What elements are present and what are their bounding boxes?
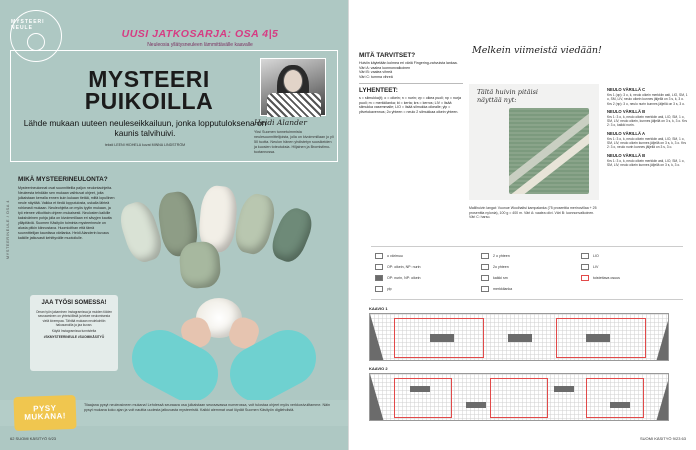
- legend-item: kaikki sm: [481, 275, 508, 281]
- chart-2-label: KAAVIO 2: [369, 366, 388, 371]
- designer-photo: [260, 58, 326, 116]
- banner-text: Tilaajana pysyt neuleosineen mukana! Lehdessä seuraava osa julkaistaan seuraavassa numerossa, voit tulostaa ohjeet myös verkkosivuiltamme. Näin pysyt mukana koko ajan ja voit nauttia uudesta jatkuvasta mysteeristä. Kaikki aiemmat osat löydät Suomen Käsityön digilehdistä.: [84, 403, 331, 412]
- legend-swatch: [581, 264, 589, 270]
- legend-swatch: [481, 264, 489, 270]
- legend-swatch: [581, 253, 589, 259]
- abbr-text: s = silmukka(t); o = oikein; n = nurin; vp = oikea puoli; np = nurja puoli; m = merkkilanka; kt = kerta; krs = kerros; LIV = lisää silmukka vasemmalle; LIO = lisää silmukka oikealle; ylp = ylivetokavennus; 2o yhteen = neulo 2 silmukkaa oikein yhteen.: [359, 95, 461, 114]
- chart-legend: [371, 246, 683, 300]
- step-heading: NEULO VÄRILLÄ A: [607, 130, 645, 136]
- needs-text: Huiviin käytetään kolmea eri väriä Fingering-vahvuista lankaa.: [359, 61, 458, 65]
- legend-item: o värimuu: [375, 253, 403, 259]
- lead-text: Lähde mukaan uuteen neuleseikkailuun, jonka lopputuloksena on kaunis talvihuivi.: [23, 118, 267, 138]
- social-tags: #SKMYSTEERINEULE #SUOMIKÄSITYÖ: [43, 335, 105, 340]
- legend-item: OP: nurin, NP: oikein: [375, 275, 421, 281]
- step-heading: NEULO VÄRILLÄ B: [607, 108, 646, 114]
- pysy-mukana-badge: PYSY MUKANA!: [13, 395, 76, 431]
- chart-1-grid: [369, 313, 669, 361]
- abbr-heading: LYHENTEET:: [359, 86, 398, 94]
- intro-text: Mysteerineulonnat ovat suunnitteilla paljon neulontaohjeita. Neuleesta tehdään sen mukaan vaihtuvat ohjeet, joita julkaistaan kerralla ennen kuin kukaan tietää, miltä lopullinen neule näyttää. Vaikka et tiedä lopputulosta, uskalla lähteä rohkeasti mukaan. Neuleohjeita on myös tyylin mukaan, ja työ etenee viikoittain ohjeen mukaisesti. Neulosten kaikille kaksivärinen pohja jolla on kivoimmillaan eri sävyjen kautta ylläpitäviä. Suomen Käsityön toiminta mysteerineule on alusta pitkin kiinnostava. Huomioithan että tämä suunnittelijan kauniissa värilanka. Heidi Alanderin kuvaus kaikille jatkuvasti kehittyvälle muotoilulle.: [18, 186, 115, 240]
- divider: [359, 83, 463, 84]
- legend-item: OP: oikein, NP: nurin: [375, 264, 421, 270]
- yarn-icon: [27, 33, 45, 51]
- designer-name: Heidi Alander: [254, 118, 307, 127]
- repeat-box: [490, 378, 548, 418]
- chart-2-grid: [369, 373, 669, 421]
- yarn-notes: Mallihuivin langat: Vuonue Woolhaltsi kampalanka (75 prosenttia merinovillaa + 25 prosenttia nylonia), 100 g = 400 m. Väri A: vaalea olivi. Väri B: luonnonvalkoinen. Väri C: harso.: [469, 206, 597, 220]
- needs-item: Väri C: tumma vihreä: [359, 75, 393, 80]
- seal-text: MYSTEERI NEULE: [11, 19, 45, 31]
- needs-item: Väri A: vaalea luonnonvalkoinen: [359, 65, 411, 70]
- legend-item: merkkilanka: [481, 286, 512, 292]
- intro-heading: MIKÄ MYSTEERINEULONTA?: [18, 176, 108, 183]
- legend-swatch: [375, 286, 383, 292]
- legend-item: 2o yhteen: [481, 264, 509, 270]
- legend-swatch: [581, 275, 589, 281]
- knitting-chart-1: [369, 306, 689, 361]
- repeat-box: [556, 318, 646, 358]
- side-section-label: MYSTEERINEULE / OSA 4: [5, 200, 10, 260]
- page-folio-right: SUOMI KÄSITYÖ 9/23 63: [639, 436, 686, 441]
- right-page: [348, 0, 696, 450]
- social-tags-intro: Käytä Instagramissa tunnisteita: [51, 329, 97, 334]
- hands-holding-yarn-image: [110, 298, 335, 403]
- series-subtitle: Neuleosia yllätysneuleen lämmittävälle kaavalle: [147, 42, 253, 48]
- social-box: [30, 295, 118, 371]
- repeat-box: [394, 318, 484, 358]
- step-text: Krs 1 (op): 3 o, k, neulo oikein merkkiin asti, LIO, SM, 1 o, SM, LIV, neulo oikein kunnes jäljellä on 3 s, k, 3 o. Krs 2 (np): 3 o, neulo nurin kunnes jäljellä on 3 s, 3 o.: [607, 93, 688, 106]
- legend-swatch: [481, 275, 489, 281]
- designer-bio: Yksi Suomen tunnetuimmista neulesuunnittelijoista, jolla on kivoimmillaan jo yli 50 tuotta. Neulon hänen yhdistetyn suosikeiden ja kuosien toteutuksia. Hiljainen ja Bromistimo-tuotannossa.: [254, 130, 334, 154]
- legend-swatch: [481, 286, 489, 292]
- needs-list: [359, 66, 463, 80]
- repeat-box: [586, 378, 644, 418]
- legend-item: 2 o yhteen: [481, 253, 510, 259]
- series-title: UUSI JATKOSARJA: OSA 4|5: [121, 28, 279, 40]
- legend-swatch: [481, 253, 489, 259]
- photo-caption: Tältä huivin pitäisi näyttää nyt:: [477, 88, 539, 104]
- knit-sample: [509, 108, 589, 194]
- legend-item: LIV: [581, 264, 598, 270]
- step-text: Krs 1: 3 o, k, neulo oikein merkkiin asti, LIO, SM, 1 o, SM, LIV, neulo oikein, kunnes jäljellä on 3 s, k, 3 o. Krs 2: 3 o, kaikki nurin.: [607, 114, 687, 128]
- knitting-chart-2: [369, 366, 689, 421]
- shawl-progress-photo: [469, 84, 599, 200]
- article-title: [34, 68, 264, 112]
- credit-line: teksti LEENI HIDHELA kuvat MINNA LINDSTRÖM: [104, 143, 186, 147]
- social-heading: JAA TYÖSI SOMESSA!: [41, 300, 107, 306]
- materials-column: [359, 52, 463, 115]
- step-heading: NEULO VÄRILLÄ C: [607, 87, 646, 92]
- title-line-2: PUIKOILLA: [84, 88, 214, 114]
- repeat-box: [394, 378, 452, 418]
- pull-quote: Melkein viimeistä viedään!: [472, 45, 602, 56]
- title-line-1: MYSTEERI: [88, 66, 210, 92]
- needs-item: Väri B: vaalea vihreä: [359, 70, 393, 75]
- intro-column: [18, 176, 116, 241]
- yarn-skeins-image: [120, 172, 330, 302]
- page-folio-left: 62 SUOMI KÄSITYÖ 9/23: [10, 436, 57, 441]
- needs-heading: MITÄ TARVITSET?: [359, 52, 416, 59]
- legend-item: LIO: [581, 253, 599, 259]
- step-heading: NEULO VÄRILLÄ B: [607, 152, 646, 158]
- series-header: [80, 28, 320, 48]
- instructions-column: [607, 84, 689, 167]
- step-text: Krs 1: 3 o, k, neulo oikein merkkiin asti, LIO, SM, 1 o, SM, LIV, neulo oikein kunnes jäljellä on 3 s, k, 3 o. Krs 2: 3 o, neulo nurin kunnes jäljellä on 3 s, 3 o.: [607, 136, 687, 150]
- legend-swatch: [375, 264, 383, 270]
- chart-1-label: KAAVIO 1: [369, 306, 388, 311]
- legend-item: ylp: [375, 286, 392, 292]
- social-text: Oman työn jakaminen Instagramissa ja muiden töiden seuraaminen on yhteisöllistä ja tekee neulomisesta vielä kivempaa. Tähtää mukaan neulekohtiin hakusanoilla ja jaa kuvan.: [35, 310, 112, 327]
- legend-item: toistettava osuus: [581, 275, 620, 281]
- legend-swatch: [375, 275, 383, 281]
- step-text: Krs 1: 3 o, k, neulo oikein merkkiin asti, LIO, SM, 1 o, SM, LIV, neulo oikein kunnes jäljellä on 3 s, k, 3 o.: [607, 158, 685, 167]
- legend-swatch: [375, 253, 383, 259]
